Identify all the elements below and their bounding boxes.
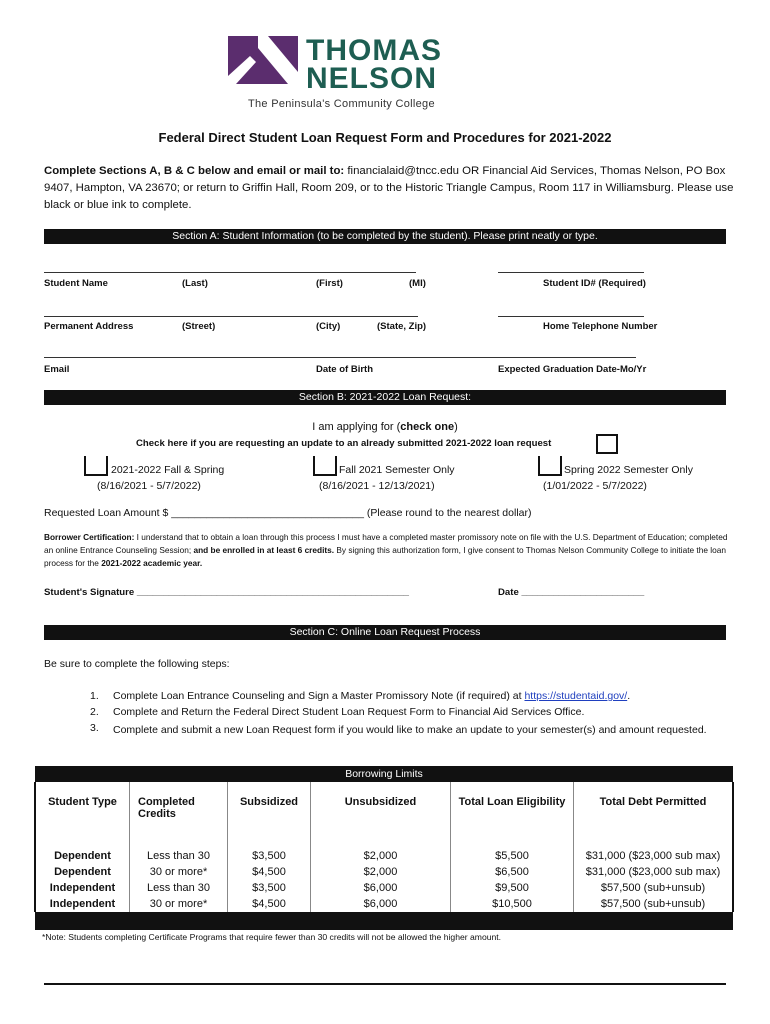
- cell-debt: $57,500 (sub+unsub): [574, 896, 734, 912]
- studentaid-link[interactable]: https://studentaid.gov/: [524, 690, 628, 702]
- date-field[interactable]: Date _______________________: [498, 587, 645, 598]
- cert-text1: I understand that to obtain a loan through this process I must have a completed master promissory note on file with the U.S. Department of Education; completed an online Entrance Counseling Session;: [44, 532, 728, 555]
- col-debt: Total Debt Permitted: [574, 782, 734, 848]
- intro-bold: Complete Sections A, B & C below and email or mail to:: [44, 165, 345, 177]
- cell-credits: Less than 30: [130, 848, 228, 864]
- last-label: (Last): [182, 278, 208, 289]
- cell-subsidized: $4,500: [228, 896, 311, 912]
- opt1-label: 2021-2022 Fall & Spring: [111, 464, 225, 476]
- phone-label: Home Telephone Number: [543, 321, 658, 332]
- mi-label: (MI): [409, 278, 426, 289]
- cell-subsidized: $3,500: [228, 880, 311, 896]
- cert-text2: By signing this authorization form, I give consent to Thomas Nelson Community College to initiate the loan process for the: [44, 545, 726, 568]
- applying-text: I am applying for (: [312, 421, 401, 433]
- requested-amount-field[interactable]: Requested Loan Amount $ _________________________________ (Please round to the nearest dollar): [44, 507, 532, 519]
- email-dob-grad-line[interactable]: [44, 357, 636, 358]
- limits-title: Borrowing Limits: [345, 768, 423, 780]
- step-1: [113, 690, 733, 702]
- applying-end: ): [454, 421, 458, 433]
- steps-intro: Be sure to complete the following steps:: [44, 658, 230, 670]
- student-name-line[interactable]: [44, 272, 416, 273]
- update-label: Check here if you are requesting an update to an already submitted 2021-2022 loan request: [136, 438, 552, 449]
- cell-type: Dependent: [35, 848, 130, 864]
- logo-text-nelson: NELSON: [306, 62, 438, 95]
- cell-debt: $57,500 (sub+unsub): [574, 880, 734, 896]
- address-label: Permanent Address: [44, 321, 134, 332]
- cell-subsidized: $4,500: [228, 864, 311, 880]
- cell-subsidized: $3,500: [228, 848, 311, 864]
- step-number-2: 2.: [90, 706, 99, 718]
- section-a-header: Section A: Student Information (to be completed by the student). Please print neatly or type.: [44, 229, 726, 244]
- logo-text-thomas: THOMAS: [306, 34, 442, 67]
- cell-unsubsidized: $2,000: [311, 848, 451, 864]
- form-title: Federal Direct Student Loan Request Form and Procedures for 2021-2022: [158, 130, 612, 145]
- logo-mark-icon: [228, 36, 298, 84]
- cell-total: $10,500: [451, 896, 574, 912]
- cert-bold: and be enrolled in at least 6 credits.: [193, 545, 335, 555]
- cert-label: Borrower Certification:: [44, 532, 135, 542]
- address-line[interactable]: [44, 316, 418, 317]
- student-id-label: Student ID# (Required): [543, 278, 646, 289]
- opt3-dates: (1/01/2022 - 5/7/2022): [543, 480, 647, 492]
- cell-total: $5,500: [451, 848, 574, 864]
- cell-type: Dependent: [35, 864, 130, 880]
- bottom-rule: [44, 983, 726, 985]
- step-2: Complete and Return the Federal Direct Student Loan Request Form to Financial Aid Services Office.: [113, 706, 585, 718]
- table-note: *Note: Students completing Certificate Programs that require fewer than 30 credits will not be allowed the higher amount.: [42, 932, 502, 942]
- table-row: [35, 880, 733, 896]
- college-logo: [228, 36, 498, 116]
- cell-total: $6,500: [451, 864, 574, 880]
- cell-credits: 30 or more*: [130, 896, 228, 912]
- col-unsubsidized: Unsubsidized: [311, 782, 451, 848]
- table-row: [35, 896, 733, 912]
- email-label: Email: [44, 364, 70, 375]
- cell-total: $9,500: [451, 880, 574, 896]
- cell-credits: Less than 30: [130, 880, 228, 896]
- city-label: (City): [316, 321, 341, 332]
- dob-label: Date of Birth: [316, 364, 373, 375]
- opt2-dates: (8/16/2021 - 12/13/2021): [319, 480, 435, 492]
- col-subsidized: Subsidized: [228, 782, 311, 848]
- col-credits: Completed Credits: [130, 782, 228, 848]
- limits-header-row: [35, 782, 733, 848]
- section-b-header: Section B: 2021-2022 Loan Request:: [44, 390, 726, 405]
- opt1-dates: (8/16/2021 - 5/7/2022): [97, 480, 201, 492]
- table-row: [35, 848, 733, 864]
- cell-type: Independent: [35, 880, 130, 896]
- street-label: (Street): [182, 321, 216, 332]
- cell-unsubsidized: $2,000: [311, 864, 451, 880]
- step-number-3: 3.: [90, 722, 99, 734]
- fall-only-checkbox[interactable]: [313, 456, 337, 476]
- fall-spring-checkbox[interactable]: [84, 456, 108, 476]
- step-3: Complete and submit a new Loan Request form if you would like to make an update to your semester(s) and amount requested.: [113, 724, 707, 736]
- applying-line: [0, 421, 770, 433]
- step1-end: .: [627, 690, 631, 702]
- first-label: (First): [316, 278, 343, 289]
- phone-line[interactable]: [498, 316, 644, 317]
- section-c-header: Section C: Online Loan Request Process: [44, 625, 726, 640]
- opt2-label: Fall 2021 Semester Only: [339, 464, 455, 476]
- intro-text: financialaid@tncc.edu OR Financial Aid Services, Thomas Nelson, PO Box 9407, Hampton, VA 23670; or return to Griffin Hall, Room 209, or to the Historic Triangle Campus, Room 117 in Williamsburg. Please use black or blue ink to complete.: [44, 165, 734, 211]
- intro-paragraph: [44, 163, 734, 214]
- borrowing-limits-table: [34, 766, 734, 930]
- col-student-type: Student Type: [35, 782, 130, 848]
- borrower-certification: [44, 531, 734, 570]
- cell-unsubsidized: $6,000: [311, 880, 451, 896]
- update-checkbox[interactable]: [596, 434, 618, 454]
- signature-field[interactable]: Student's Signature ___________________________________________________: [44, 587, 410, 598]
- cell-type: Independent: [35, 896, 130, 912]
- cell-unsubsidized: $6,000: [311, 896, 451, 912]
- step1-text: Complete Loan Entrance Counseling and Sign a Master Promissory Note (if required) at: [113, 690, 525, 702]
- table-footer-bar: [35, 912, 733, 930]
- cell-debt: $31,000 ($23,000 sub max): [574, 864, 734, 880]
- logo-tagline: The Peninsula's Community College: [248, 98, 435, 110]
- cert-year: 2021-2022: [101, 558, 141, 568]
- col-total: Total Loan Eligibility: [451, 782, 574, 848]
- step-number-1: 1.: [90, 690, 99, 702]
- table-row: [35, 864, 733, 880]
- state-zip-label: (State, Zip): [377, 321, 427, 332]
- grad-label: Expected Graduation Date-Mo/Yr: [498, 364, 647, 375]
- cell-credits: 30 or more*: [130, 864, 228, 880]
- check-one-text: check one: [400, 421, 455, 433]
- cell-debt: $31,000 ($23,000 sub max): [574, 848, 734, 864]
- cert-end: academic year.: [140, 558, 203, 568]
- opt3-label: Spring 2022 Semester Only: [564, 464, 693, 476]
- student-id-line[interactable]: [498, 272, 644, 273]
- student-name-label: Student Name: [44, 278, 108, 289]
- spring-only-checkbox[interactable]: [538, 456, 562, 476]
